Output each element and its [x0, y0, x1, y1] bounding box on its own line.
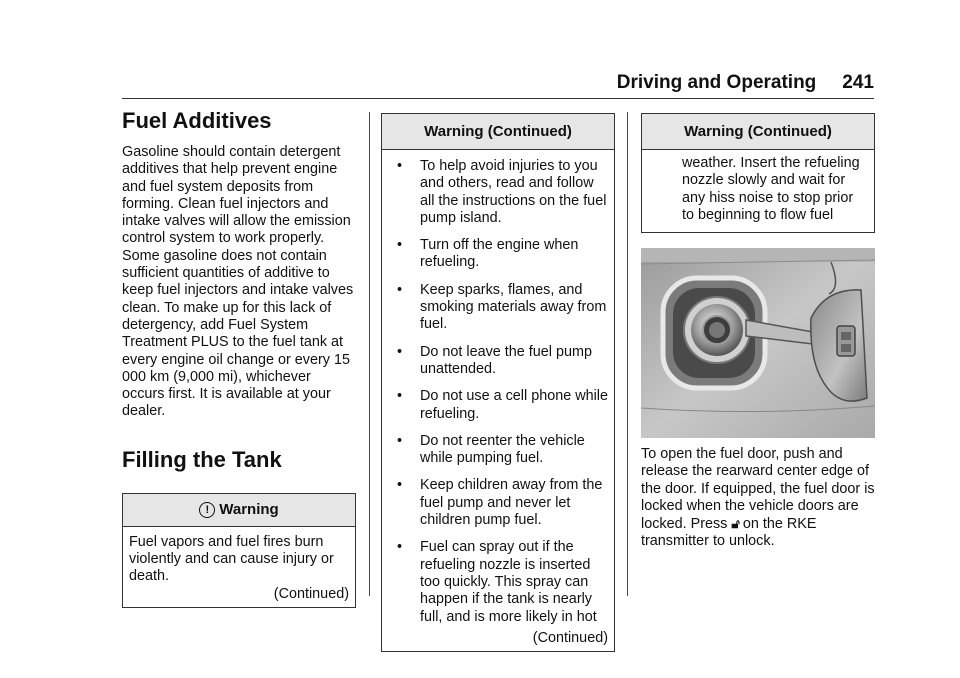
warning-box-1	[122, 493, 356, 608]
column-divider-2	[627, 112, 628, 596]
bullet-marker: •	[397, 281, 403, 298]
warning-continued-header: Warning (Continued)	[642, 114, 874, 150]
fuel-additives-paragraph: Gasoline should contain detergent additives that help prevent engine and fuel system deposits from forming. Clean fuel injectors and intake valves will allow the emission control system to work properly. Some gasoline does not contain sufficient quantities of additive to keep fuel injectors and intake valves clean. To make up for this lack of detergency, add Fuel System Treatment PLUS to the fuel tank at every engine oil change or every 15 000 km (9,000 mi), whichever occurs first. It is available at your dealer.	[122, 144, 354, 420]
bullet-marker: •	[397, 477, 403, 494]
warning-bullet-item	[382, 539, 608, 625]
fuel-door-text-1: To open the fuel door, push and release the rearward center edge of the door. If equipped, the fuel door is locked when the vehicle doors are locked. Press	[641, 446, 875, 533]
bullet-marker: •	[397, 388, 403, 405]
bullet-text: Fuel can spray out if the refueling nozzle is inserted too quickly. This spray can happen if the tank is nearly full, and is more likely in hot	[420, 539, 597, 625]
bullet-text: Turn off the engine when refueling.	[420, 237, 579, 271]
bullet-marker: •	[397, 343, 403, 360]
warning-box-3	[641, 113, 875, 233]
warning-bullet-item	[382, 237, 608, 272]
warning-title: Warning	[219, 500, 279, 518]
heading-filling-the-tank: Filling the Tank	[122, 446, 282, 472]
warning-bullet-item	[382, 388, 608, 423]
key-unlock-icon: 🔓︎	[731, 516, 740, 532]
bullet-text: Do not reenter the vehicle while pumping fuel.	[420, 432, 585, 467]
bullet-marker: •	[397, 237, 403, 254]
fuel-door-photo	[641, 248, 875, 438]
warning-icon: !	[199, 502, 215, 518]
fuel-door-instructions	[641, 446, 881, 551]
warning-bullet-item	[382, 158, 608, 227]
column-1	[122, 108, 356, 608]
heading-fuel-additives: Fuel Additives	[122, 108, 272, 133]
running-header	[617, 72, 874, 94]
page-number: 241	[842, 72, 874, 93]
bullet-marker: •	[397, 158, 403, 174]
bullet-text: Do not use a cell phone while refueling.	[420, 388, 608, 422]
section-title: Driving and Operating	[616, 72, 817, 93]
column-divider-1	[369, 112, 370, 596]
warning-bullet-item	[382, 344, 608, 379]
header-rule	[122, 98, 874, 99]
warning-bullet-list	[382, 158, 608, 626]
bullet-text: Do not leave the fuel pump unattended.	[420, 343, 592, 377]
continued-label: (Continued)	[273, 585, 349, 602]
fuel-door-text-2: on the RKE transmitter to unlock.	[641, 516, 817, 550]
bullet-marker: •	[397, 432, 403, 449]
bullet-text: Keep sparks, flames, and smoking materials away from fuel.	[420, 281, 607, 333]
warning-text: Fuel vapors and fuel fires burn violently and can cause injury or death.	[129, 533, 334, 585]
warning-bullet-item	[382, 282, 608, 334]
warning-box-2	[381, 113, 615, 652]
bullet-marker: •	[397, 539, 403, 556]
bullet-text: To help avoid injuries to you and others, read and follow all the instructions on the fuel pump island.	[420, 158, 607, 226]
warning-bullet-item	[382, 433, 608, 468]
bullet-text: Keep children away from the fuel pump and never let children pump fuel.	[420, 477, 603, 529]
warning-continued-header: Warning (Continued)	[382, 114, 614, 150]
warning-continued-text: weather. Insert the refueling nozzle slowly and wait for any hiss noise to stop prior to beginning to flow fuel	[682, 155, 860, 223]
warning-box-header	[123, 494, 355, 527]
continued-label: (Continued)	[532, 629, 608, 646]
warning-bullet-item	[382, 477, 608, 529]
